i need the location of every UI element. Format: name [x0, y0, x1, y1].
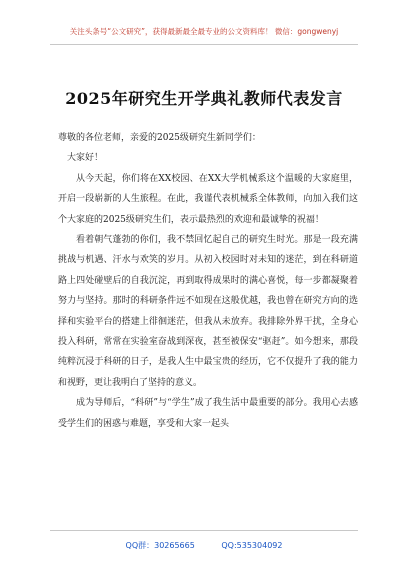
paragraph: 看着朝气蓬勃的你们，我不禁回忆起自己的研究生时光。那是一段充满挑战与机遇、汗水与欢笑的岁月。从初入校园时对未知的迷茫，到在科研道路上四处碰壁后的自我沉淀，再到取得成果时的满心喜悦，每一步都凝聚着努力与坚持。那时的科研条件远不如现在这般优越，我也曾在研究方向的选择和实验平台的搭建上徘徊迷茫，但我从未放弃。我排除外界干扰，全身心投入科研，常常在实验室奋战到深夜，甚至被保安“驱赶”。如今想来，那段纯粹沉浸于科研的日子，是我人生中最宝贵的经历，它不仅提升了我的能力和视野，更让我明白了坚持的意义。 [58, 235, 358, 388]
document-body [58, 128, 358, 434]
paragraph: 从今天起，你们将在XX校园、在XX大学机械系这个温暖的大家庭里，开启一段崭新的人生旅程。在此，我谨代表机械系全体教师，向加入我们这个大家庭的2025级研究生们，表示最热烈的欢迎和最诚挚的祝福！ [58, 173, 358, 225]
header-divider [50, 44, 358, 45]
footer-qq-contact: QQ:535304092 [221, 541, 283, 550]
paragraph: 成为导师后，“科研”与“学生”成了我生活中最重要的部分。我用心去感受学生们的困惑与难题，享受和大家一起头 [58, 398, 358, 429]
salutation: 尊敬的各位老师，亲爱的2025级研究生新同学们： [58, 133, 261, 143]
greeting: 大家好！ [67, 153, 104, 164]
footer-qq-group: QQ群：30265665 [125, 541, 195, 550]
footer-divider [50, 530, 358, 531]
header-banner: 关注头条号“公文研究”，获得最新最全最专业的公文资料库！ 微信：gongwenyj [69, 27, 339, 36]
document-title: 2025年研究生开学典礼教师代表发言 [65, 89, 343, 108]
footer [0, 540, 408, 551]
